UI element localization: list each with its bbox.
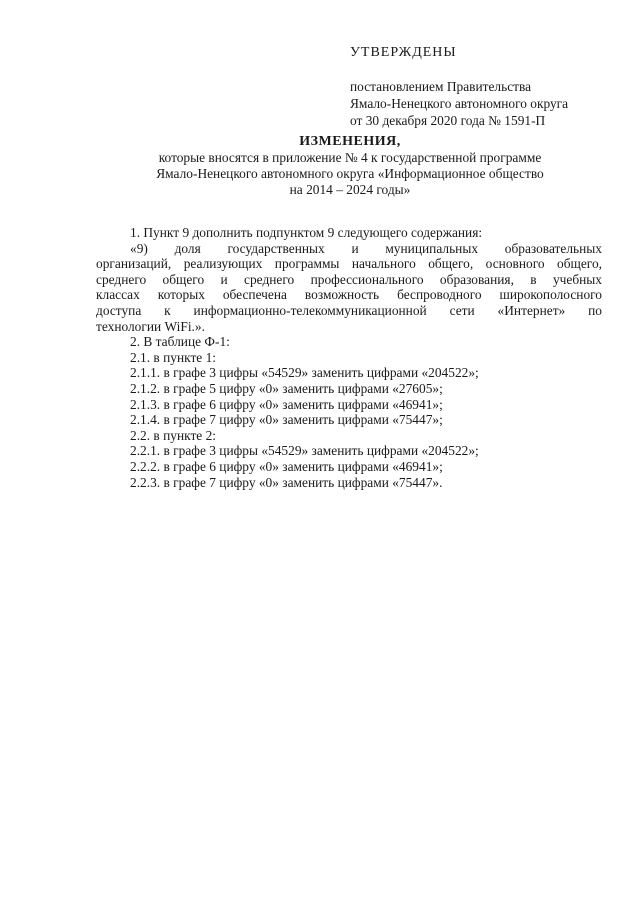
subitem-2-1-3: 2.1.3. в графе 6 цифру «0» заменить цифрами «46941»; (130, 396, 443, 412)
quote-line: организаций, реализующих программы начального общего, основного общего, (96, 256, 602, 272)
subitem-2-2-2: 2.2.2. в графе 6 цифру «0» заменить цифрами «46941»; (130, 458, 443, 474)
heading-subtitle-line: на 2014 – 2024 годы» (289, 182, 411, 197)
item-1-quote (96, 241, 602, 335)
subitem-2-1-4: 2.1.4. в графе 7 цифру «0» заменить цифрами «75447»; (130, 412, 443, 428)
item-2-1: 2.1. в пункте 1: (130, 349, 217, 365)
quote-line: доступа к информационно-телекоммуникационной сети «Интернет» по (96, 302, 602, 318)
quote-line: технологии WiFi.». (96, 318, 205, 334)
subitem-2-1-1: 2.1.1. в графе 3 цифры «54529» заменить цифрами «204522»; (130, 365, 479, 381)
document-body (96, 225, 602, 490)
item-1: 1. Пункт 9 дополнить подпунктом 9 следующего содержания: (130, 225, 483, 240)
quote-line: классах которых обеспечена возможность беспроводного широкополосного (96, 287, 602, 303)
approval-line: от 30 декабря 2020 года № 1591-П (350, 113, 546, 128)
subitem-2-1-2: 2.1.2. в графе 5 цифру «0» заменить цифрами «27605»; (130, 380, 443, 396)
heading-subtitle-line: которые вносятся в приложение № 4 к государственной программе (158, 150, 542, 165)
item-2: 2. В таблице Ф-1: (130, 334, 230, 350)
subitem-2-2-1: 2.2.1. в графе 3 цифры «54529» заменить цифрами «204522»; (130, 443, 479, 459)
subitem-2-2-3: 2.2.3. в графе 7 цифру «0» заменить цифрами «75447». (130, 474, 443, 490)
quote-line: среднего общего и среднего профессионального образования, в учебных (96, 271, 602, 287)
item-2-2: 2.2. в пункте 2: (130, 427, 217, 443)
document-title: ИЗМЕНЕНИЯ, (299, 134, 401, 149)
approval-line: Ямало-Ненецкого автономного округа (350, 96, 569, 111)
quote-line: «9) доля государственных и муниципальных образовательных (130, 240, 602, 256)
heading-subtitle-line: Ямало-Ненецкого автономного округа «Информационное общество (156, 166, 544, 181)
document-heading (90, 134, 610, 198)
approval-title: УТВЕРЖДЕНЫ (350, 45, 457, 60)
approval-block (350, 44, 610, 129)
approval-line: постановлением Правительства (350, 79, 532, 94)
